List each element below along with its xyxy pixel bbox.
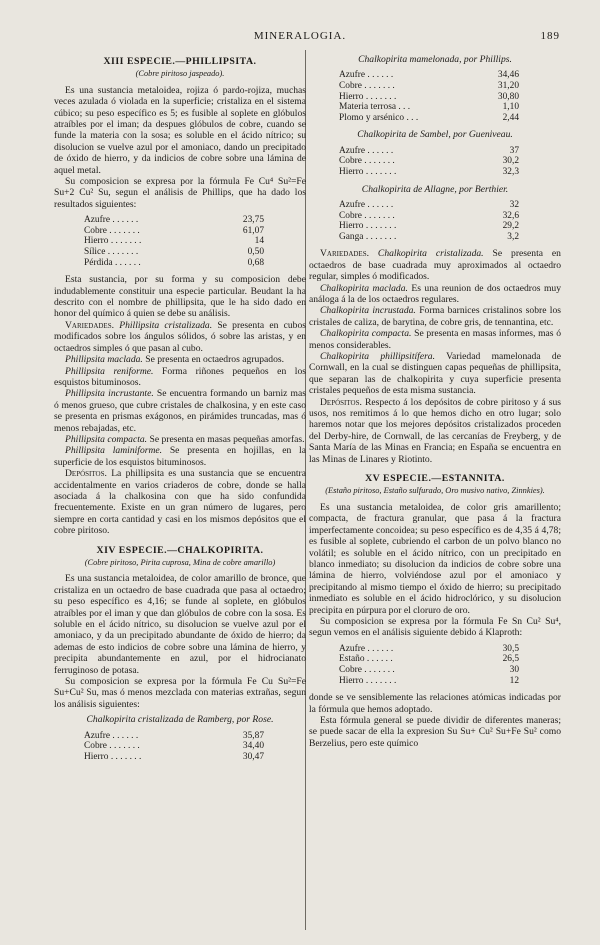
analysis-name: Hierro . . . . . . . (339, 221, 397, 232)
deposits-paragraph (54, 468, 306, 536)
analysis-value: 34,40 (242, 741, 264, 752)
variety-paragraph (54, 388, 306, 434)
table-row (339, 102, 519, 113)
analysis-name: Cobre . . . . . . . (339, 156, 395, 167)
analysis-value: 32 (509, 199, 519, 210)
left-column (54, 52, 306, 768)
table-row (84, 741, 264, 752)
analysis-name: Azufre . . . . . . (84, 730, 139, 741)
table-row (84, 752, 264, 763)
variety-name: Chalkopirita phillipsitífera. (320, 351, 435, 362)
table-row (84, 247, 264, 258)
table-row (339, 70, 519, 81)
analysis-value: 12 (509, 675, 519, 686)
section-13-subtitle: (Cobre piritoso jaspeado). (135, 69, 225, 79)
table-row (339, 676, 519, 687)
variety-text: Se presenta en octaedros agrupados. (145, 354, 285, 366)
variety-name: Chalkopirita incrustada. (320, 305, 416, 317)
analysis-value: 30,47 (242, 751, 264, 762)
table-row (339, 167, 519, 178)
paragraph: Esta sustancia, por su forma y su composicion debe indudablemente constituir una especie particular. Beudant la ha descrito con el nombre de phillipsita, que le ha sido dado en honor del químico á quien se debe su análisis. (54, 274, 306, 320)
table-row (84, 731, 264, 742)
variety-paragraph (309, 283, 561, 306)
variety-name: Chalkopirita cristalizada. (377, 248, 484, 260)
table-row (339, 232, 519, 243)
analysis-name: Estaño . . . . . . (339, 654, 393, 665)
varieties-label: Variedades. (65, 319, 114, 331)
analysis-value: 32,6 (502, 210, 519, 221)
analysis-table-sambel (339, 146, 519, 178)
variety-text: Forma riñones pequeños en los esquistos bituminosos. (54, 365, 306, 388)
analysis-table-ramberg (84, 731, 264, 763)
variety-paragraph (54, 320, 306, 354)
analysis-table-allagne (339, 200, 519, 242)
analysis-heading-allagne: Chalkopirita de Allagne, por Berthier. (361, 183, 509, 195)
table-row (339, 81, 519, 92)
variety-text: Forma barnices cristalinos sobre los cristales de caliza, de barytina, de cobre gris, de tennantina, etc. (309, 305, 562, 328)
section-13-title: XIII ESPECIE.—PHILLIPSITA. (103, 56, 257, 67)
deposits-text: La phillipsita es una sustancia que se encuentra accidentalmente en varios criaderos de cobre, donde se halla asociada á la chalkosina con que ha sido confundida frecuentemente. Existe en un gran número de lugares, pero siempre en corta cantidad y casi en los mismos depósitos que el cobre piritoso. (54, 468, 306, 537)
variety-name: Phillipsita laminiforme. (65, 445, 163, 457)
section-15-subtitle: (Estaño piritoso, Estaño sulfurado, Oro musivo nativo, Zinnkies). (325, 486, 545, 496)
analysis-name: Hierro . . . . . . . (339, 166, 397, 177)
variety-text: Se encuentra formando un barniz mas ó menos grueso, que cubre cristales de chalkosina, y en este caso se presenta en prismas exágonos, en pirámides truncadas, mas ó menos rebajadas, etc. (54, 388, 307, 434)
variety-name: Phillipsita compacta. (65, 433, 148, 445)
analysis-table-phillipsita (84, 215, 264, 268)
analysis-heading-ramberg: Chalkopirita cristalizada de Ramberg, por Rose. (86, 714, 274, 726)
variety-name: Chalkopirita maclada. (320, 282, 408, 294)
analysis-value: 30,80 (497, 91, 519, 102)
analysis-value: 31,20 (497, 81, 519, 91)
variety-paragraph (54, 434, 306, 445)
variety-paragraph (309, 305, 561, 328)
variety-paragraph (54, 354, 306, 365)
variety-name: Phillipsita maclada. (65, 354, 143, 366)
analysis-name: Plomo y arsénico . . . (339, 112, 419, 123)
analysis-value: 37 (509, 145, 519, 156)
analysis-value: 0,68 (247, 257, 264, 268)
variety-name: Phillipsita reniforme. (65, 365, 154, 377)
analysis-value: 3,2 (507, 231, 519, 242)
varieties-label: Variedades. (320, 248, 369, 260)
deposits-text: Respecto á los depósitos de cobre piritoso y á sus usos, nos remitimos á lo que hemos dicho en otro lugar; solo haremos notar que los mejores depósitos cristalizados proceden del Derby-hire, de Cornwall, de las cercanías de Freyberg, y de Santa María de las Minas en Francia; en España se encuentra en las Minas de Linares y Riotinto. (309, 396, 561, 465)
variety-name: Phillipsita cristalizada. (119, 319, 213, 331)
analysis-name: Sílice . . . . . . . (84, 247, 139, 258)
analysis-value: 1,10 (502, 102, 519, 113)
analysis-value: 29,2 (502, 221, 519, 232)
analysis-name: Azufre . . . . . . (84, 215, 139, 226)
analysis-name: Cobre . . . . . . . (339, 210, 395, 221)
table-row (339, 200, 519, 211)
table-row (339, 92, 519, 103)
table-row (339, 665, 519, 676)
variety-paragraph (309, 248, 561, 282)
paragraph: Su composicion se expresa por la fórmula Fe Cu Su²=Fe Su+Cu² Su, mas ó menos mezclada con materias extrañas, segun los análisis siguientes: (54, 676, 306, 710)
running-title: MINERALOGIA. (253, 30, 347, 42)
deposits-paragraph (309, 397, 561, 465)
paragraph: Su composicion se expresa por la fórmula Fe Cu⁴ Su²=Fe Su+2 Cu² Su, segun el análisis de Phillips, que ha dado los resultados siguientes: (54, 176, 306, 210)
deposits-label: Depósitos. (320, 396, 362, 408)
variety-name: Chalkopirita compacta. (320, 328, 412, 340)
analysis-value: 30,5 (502, 643, 519, 654)
running-head (0, 30, 600, 46)
analysis-name: Hierro . . . . . . . (339, 91, 397, 102)
analysis-name: Cobre . . . . . . . (339, 664, 395, 675)
analysis-value: 14 (254, 236, 264, 247)
analysis-name: Azufre . . . . . . (339, 70, 394, 81)
analysis-name: Cobre . . . . . . . (84, 225, 140, 236)
analysis-value: 34,46 (497, 70, 519, 81)
paragraph: Es una sustancia metaloidea, rojiza ó pardo-rojiza, muchas veces azulada ó violada en la superficie; cristaliza en el sistema cúbico; su peso específico es 5; es fusible al soplete en glóbulos atraíbles por el iman; da despues glóbulos de cobre, cuando se funde la materia con la sosa; es soluble en el ácido nítrico; su disolucion se vuelve azul por el amoniaco, dando un precipitado de óxido de hierro, y da indicios de cobre sobre una lámina de aquel metal. (54, 84, 306, 176)
page-number: 189 (540, 30, 560, 42)
table-row (84, 226, 264, 237)
variety-paragraph (309, 328, 561, 351)
variety-paragraph (54, 445, 306, 468)
analysis-heading-sambel: Chalkopirita de Sambel, por Gueniveau. (357, 129, 513, 141)
analysis-value: 30,2 (502, 156, 519, 167)
table-row (84, 258, 264, 269)
analysis-name: Azufre . . . . . . (339, 145, 394, 156)
paragraph: Esta fórmula general se puede dividir de diferentes maneras; se puede sacar de ella la expresion Su Su+ Cu² Su+Fe Su² como Berzelius, pero este químico (309, 714, 561, 749)
table-row (84, 215, 264, 226)
table-row (339, 654, 519, 665)
analysis-name: Cobre . . . . . . . (84, 741, 140, 752)
analysis-value: 0,50 (247, 247, 264, 258)
table-row (339, 156, 519, 167)
variety-text: Variedad mamelonada de Cornwall, en la cual se distinguen capas pequeñas de phillipsita, que separan las de chalkopirita y cuya superficie presenta cristales pequeños de esta misma sustancia. (309, 351, 561, 397)
deposits-label: Depósitos. (65, 468, 107, 480)
analysis-name: Cobre . . . . . . . (339, 81, 395, 91)
paragraph: Su composicion se expresa por la fórmula Fe Sn Cu² Su⁴, segun vemos en el análisis siguiente debido á Klaproth: (309, 615, 561, 639)
table-row (339, 644, 519, 655)
variety-paragraph (309, 351, 561, 397)
variety-text: Se presenta en masas informes, mas ó menos considerables. (309, 328, 561, 351)
section-14-subtitle: (Cobre piritoso, Pirita cuprosa, Mina de cobre amarillo) (84, 558, 276, 567)
analysis-name: Hierro . . . . . . . (84, 751, 142, 762)
variety-name: Phillipsita incrustante. (65, 388, 154, 400)
analysis-name: Hierro . . . . . . . (339, 675, 397, 686)
analysis-name: Ganga . . . . . . . (339, 231, 397, 242)
analysis-value: 32,3 (502, 166, 519, 177)
analysis-value: 30 (509, 664, 519, 675)
paragraph: Es una sustancia metaloidea, de color gris amarillento; compacta, de fractura granular, que pasa á la fractura imperfectamente concoidea; su peso específico es de 4,35 á 4,78; es fusible al soplete, cubriendo el carbon de un polvo blanco no volátil; es soluble en el ácido nítrico, con un precipitado en blanco inmediato; su disolucion da indicios de cobre sobre una lámina de hierro, volviéndose azul por el amoniaco y precipitando al mismo tiempo el óxido de hierro; su precipitado inmediato es soluble en el ácido hidroclórico, y su disolucion precipita en púrpura por el cloruro de oro. (309, 501, 561, 616)
variety-text: Se presenta en octaedros de base cuadrada muy aproximados al octaedro regular, simples ó modificados. (309, 248, 561, 283)
analysis-table-phillips (339, 70, 519, 123)
analysis-name: Materia terrosa . . . (339, 102, 411, 113)
table-row (339, 113, 519, 124)
paragraph: donde se ve sensiblemente las relaciones atómicas indicadas por la fórmula que hemos adoptado. (309, 692, 561, 715)
analysis-name: Azufre . . . . . . (339, 199, 394, 210)
table-row (339, 221, 519, 232)
table-row (339, 146, 519, 157)
variety-paragraph (54, 366, 306, 389)
analysis-value: 61,07 (242, 225, 264, 236)
analysis-name: Hierro . . . . . . . (84, 236, 142, 247)
analysis-value: 23,75 (242, 215, 264, 226)
analysis-table-klaproth (339, 644, 519, 686)
analysis-value: 2,44 (502, 112, 519, 123)
variety-text: Se presenta en hojillas, en la superficie de los esquistos bituminosos. (54, 445, 306, 468)
right-column (309, 52, 561, 749)
section-14-title: XIV ESPECIE.—CHALKOPIRITA. (96, 544, 264, 556)
analysis-name: Pérdida . . . . . . (84, 257, 141, 268)
variety-text: Se presenta en masas pequeñas amorfas. (149, 433, 305, 445)
analysis-value: 35,87 (242, 730, 264, 741)
table-row (84, 236, 264, 247)
analysis-value: 26,5 (502, 654, 519, 665)
variety-text: Es una reunion de dos octaedros muy análoga á la de los octaedros regulares. (309, 282, 561, 305)
section-15-title: XV ESPECIE.—ESTANNITA. (365, 473, 505, 485)
paragraph: Es una sustancia metaloidea, de color amarillo de bronce, que cristaliza en un octaedro de base cuadrada que pasa al octaedro; su peso específico es 4,16; se funde al soplete, en glóbulos atraíbles por el iman y que dan glóbulos de cobre con la sosa. Es soluble en el ácido nítrico, su disolucion se vuelve azul por el amoniaco, y da un precipitado abundante de óxido de hierro; da ademas de esto indicios de cobre sobre una lámina de hierro, y precipita abundantemente en azul, por el hidrocianato ferruginoso de potasa. (54, 573, 306, 676)
analysis-name: Azufre . . . . . . (339, 643, 394, 654)
variety-text: Se presenta en cubos modificados sobre los ángulos sólidos, ó sobre las aristas, y en octaedros simples ó que pasan al cubo. (54, 319, 306, 354)
analysis-heading-phillips: Chalkopirita mamelonada, por Phillips. (358, 54, 512, 65)
table-row (339, 211, 519, 222)
